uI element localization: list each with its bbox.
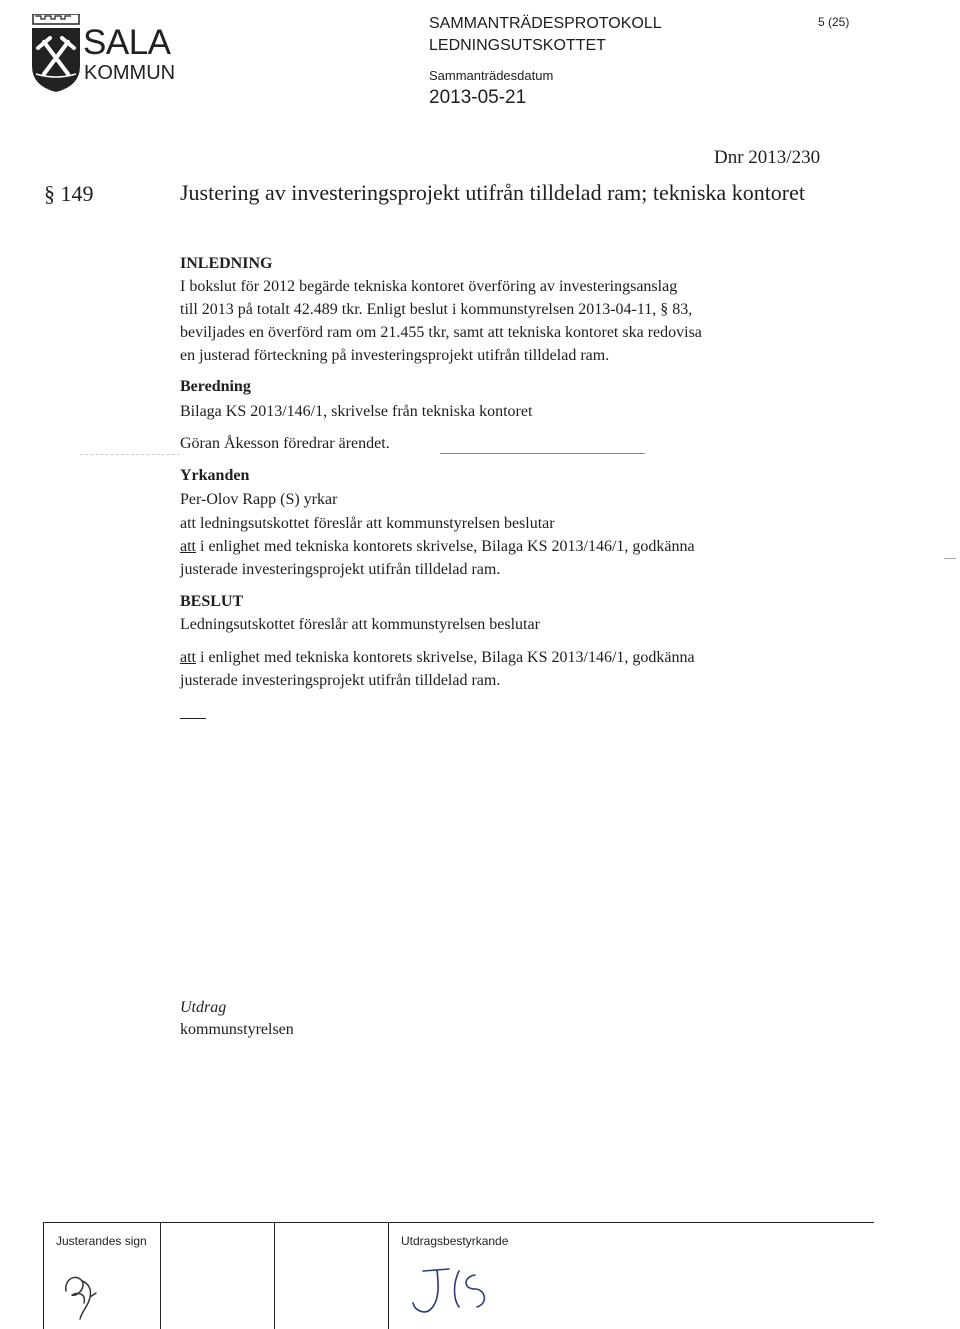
inledning-line: till 2013 på totalt 42.489 tkr. Enligt beslut i kommunstyrelsen 2013-04-11, § 83, (180, 301, 693, 318)
logo-name: SALA (83, 23, 171, 62)
diary-number: Dnr 2013/230 (714, 147, 821, 168)
logo-subtitle: KOMMUN (84, 62, 176, 84)
utdragsbestyrkande-cell (389, 1223, 875, 1329)
municipal-coat-of-arms-icon (30, 14, 82, 94)
scan-artifact-line (80, 454, 180, 455)
beslut-line2: justerade investeringsprojekt utifrån tilldelad ram. (180, 672, 501, 689)
att-underlined: att (180, 649, 196, 666)
beredning-heading: Beredning (180, 378, 251, 395)
document-type: SAMMANTRÄDESPROTOKOLL (429, 15, 662, 32)
committee-name: LEDNINGSUTSKOTTET (429, 37, 606, 54)
handwritten-certification-signature (403, 1259, 513, 1319)
beslut-att-text: i enlighet med tekniska kontorets skrivelse, Bilaga KS 2013/146/1, godkänna (200, 649, 695, 666)
handwritten-initials-signature (56, 1261, 116, 1321)
page-number: 5 (25) (818, 15, 850, 29)
yrkanden-att-text: i enlighet med tekniska kontorets skrivelse, Bilaga KS 2013/146/1, godkänna (200, 538, 695, 555)
scan-artifact-line (944, 558, 956, 559)
section-number: § 149 (44, 181, 94, 206)
beslut-att-line (180, 646, 820, 669)
beredning-presenter: Göran Åkesson föredrar ärendet. (180, 435, 390, 452)
beredning-bilaga: Bilaga KS 2013/146/1, skrivelse från tekniska kontoret (180, 403, 533, 420)
yrkanden-att-line (180, 535, 820, 558)
utdrag-label: Utdrag (180, 999, 227, 1016)
inledning-line: en justerad förteckning på investeringsprojekt utifrån tilldelad ram. (180, 347, 610, 364)
utdragsbestyrkande-label: Utdragsbestyrkande (401, 1234, 509, 1248)
justerandes-sign-label: Justerandes sign (56, 1234, 147, 1248)
scan-artifact-line (440, 453, 645, 454)
signature-cell (275, 1223, 389, 1329)
yrkanden-heading: Yrkanden (180, 467, 250, 484)
inledning-line: I bokslut för 2012 begärde tekniska kontoret överföring av investeringsanslag (180, 278, 678, 295)
justerandes-sign-cell (44, 1223, 161, 1329)
beslut-heading: BESLUT (180, 593, 244, 610)
meeting-date-label: Sammanträdesdatum (429, 68, 554, 83)
end-rule (180, 718, 206, 719)
yrkanden-line2: justerade investeringsprojekt utifrån tilldelad ram. (180, 561, 501, 578)
beslut-intro: Ledningsutskottet föreslår att kommunstyrelsen beslutar (180, 616, 540, 633)
yrkanden-intro: att ledningsutskottet föreslår att kommunstyrelsen beslutar (180, 515, 555, 532)
section-title: Justering av investeringsprojekt utifrån tilldelad ram; tekniska kontoret (180, 180, 806, 205)
utdrag-recipient: kommunstyrelsen (180, 1021, 294, 1038)
meeting-date: 2013-05-21 (429, 87, 527, 108)
signature-table (43, 1222, 874, 1329)
inledning-line: beviljades en överförd ram om 21.455 tkr, samt att tekniska kontoret ska redovisa (180, 324, 702, 341)
att-underlined: att (180, 538, 196, 555)
signature-cell (161, 1223, 275, 1329)
inledning-heading: INLEDNING (180, 255, 273, 272)
yrkanden-proposer: Per-Olov Rapp (S) yrkar (180, 491, 338, 508)
municipality-logo (30, 14, 176, 94)
